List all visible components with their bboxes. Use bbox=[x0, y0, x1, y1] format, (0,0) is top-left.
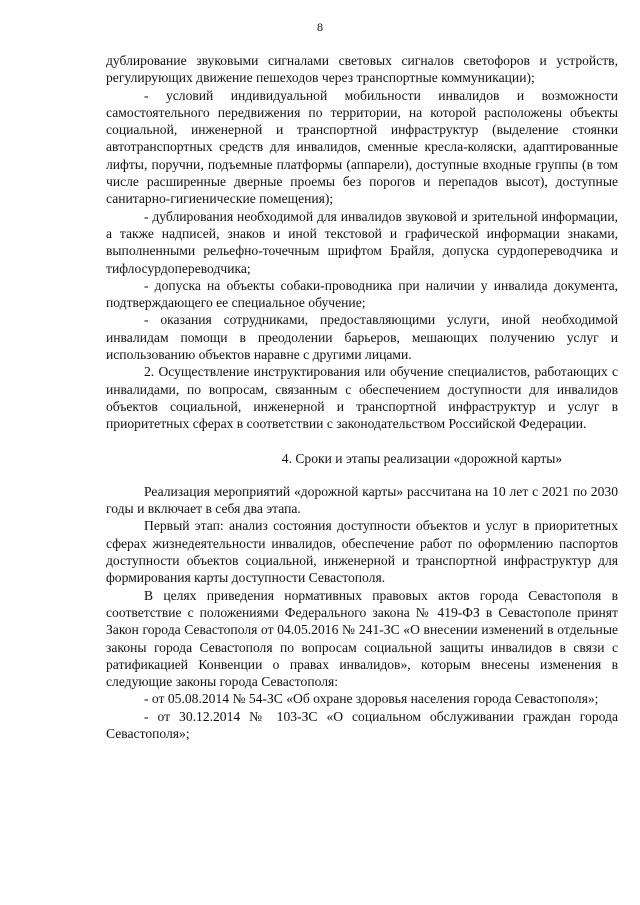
numbered-paragraph: 2. Осуществление инструктирования или обучение специалистов, работающих с инвалидами, по вопросам, связанным с обеспечением доступности для инвалидов объектов социальной, инженерной и транспортной инфраструктур и услуг в приоритетных сферах в соответствии с законодательством Российской Федерации. bbox=[106, 364, 618, 432]
list-item: - условий индивидуальной мобильности инвалидов и возможности самостоятельного передвижения по территории, на которой расположены объекты социальной, инженерной и транспортной инфраструктур (выделение стоянки автотранспортных средств для инвалидов, сменные кресла-коляски, адаптированные лифты, поручни, подъемные платформы (аппарели), доступные входные группы (в том числе расширенные дверные проемы без порогов и перепадов высот), доступные санитарно-гигиенические помещения); bbox=[106, 87, 618, 207]
paragraph: Первый этап: анализ состояния доступности объектов и услуг в приоритетных сферах жизнедеятельности инвалидов, обеспечение работ по оформлению паспортов доступности объектов социальной, инженерной и транспортной инфраструктур для формирования карты доступности Севастополя. bbox=[106, 518, 618, 586]
document-body bbox=[106, 52, 618, 742]
list-item: - допуска на объекты собаки-проводника при наличии у инвалида документа, подтверждающего ее специальное обучение; bbox=[106, 277, 618, 311]
paragraph: дублирование звуковыми сигналами световых сигналов светофоров и устройств, регулирующих движение пешеходов через транспортные коммуникации); bbox=[106, 53, 618, 86]
list-item: - дублирования необходимой для инвалидов звуковой и зрительной информации, а также надписей, знаков и иной текстовой и графической информации знаками, выполненными рельефно-точечным шрифтом Брайля, допуска сурдопереводчика и тифлосурдопереводчика; bbox=[106, 208, 618, 276]
section-heading: 4. Сроки и этапы реализации «дорожной карты» bbox=[281, 450, 563, 466]
paragraph: В целях приведения нормативных правовых актов города Севастополя в соответствие с положениями Федерального закона № 419-ФЗ в Севастополе принят Закон города Севастополя от 04.05.2016 № 241-ЗС «О внесении изменений в отдельные законы города Севастополя по вопросам социальной защиты инвалидов в связи с ратификацией Конвенции о правах инвалидов», которым внесены изменения в следующие законы города Севастополя: bbox=[106, 587, 618, 690]
paragraph: Реализация мероприятий «дорожной карты» рассчитана на 10 лет с 2021 по 2030 годы и включает в себя два этапа. bbox=[106, 483, 618, 517]
list-item: - от 30.12.2014 № 103-ЗС «О социальном обслуживании граждан города Севастополя»; bbox=[106, 708, 618, 741]
page-number: 8 bbox=[317, 20, 323, 34]
list-item: - оказания сотрудниками, предоставляющими услуги, иной необходимой инвалидам помощи в преодолении барьеров, мешающих получению услуг и использованию объектов наравне с другими лицами. bbox=[106, 312, 618, 363]
list-item: - от 05.08.2014 № 54-ЗС «Об охране здоровья населения города Севастополя»; bbox=[144, 691, 599, 707]
